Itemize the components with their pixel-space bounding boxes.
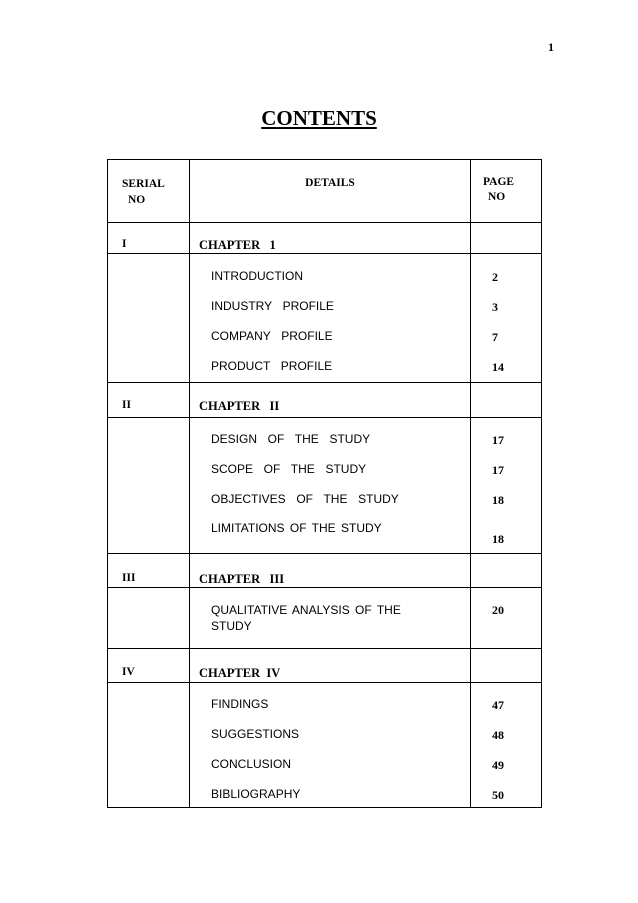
chapter-number: IV	[108, 649, 190, 683]
items-details-cell	[190, 683, 471, 808]
page-number: 1	[548, 40, 554, 54]
chapter-items-row	[108, 683, 542, 808]
page-no-header	[471, 160, 542, 223]
items-page-cell	[471, 254, 542, 383]
list-item-page: 18	[492, 532, 504, 546]
list-item-page: 49	[492, 758, 504, 772]
items-details-cell	[190, 418, 471, 554]
chapter-number: II	[108, 383, 190, 418]
list-item-label: DESIGN OF THE STUDY	[211, 432, 371, 446]
chapter-items-row	[108, 418, 542, 554]
items-page-cell	[471, 418, 542, 554]
page-header-line1: PAGE	[483, 176, 515, 188]
chapter-title: CHAPTER II	[190, 383, 471, 418]
list-item-page: 2	[492, 270, 498, 284]
list-item-page: 47	[492, 698, 504, 712]
chapter-title: CHAPTER IV	[190, 649, 471, 683]
chapter-row	[108, 554, 542, 588]
list-item-page: 17	[492, 463, 504, 477]
list-item-page: 17	[492, 433, 504, 447]
list-item-label: CONCLUSION	[211, 757, 292, 771]
chapter-page-cell	[471, 554, 542, 588]
list-item-label: SUGGESTIONS	[211, 727, 300, 741]
list-item-page: 18	[492, 493, 504, 507]
list-item-page: 50	[492, 788, 504, 802]
table-header-row	[108, 160, 542, 223]
list-item-page: 14	[492, 360, 504, 374]
serial-header-line1: SERIAL	[122, 178, 165, 190]
chapter-row	[108, 223, 542, 254]
items-serial-cell	[108, 254, 190, 383]
list-item-label: SCOPE OF THE STUDY	[211, 462, 367, 476]
items-details-cell	[190, 254, 471, 383]
list-item-label: COMPANY PROFILE	[211, 329, 333, 343]
list-item-label: QUALITATIVE ANALYSIS OF THE STUDY	[211, 603, 401, 633]
items-page-cell	[471, 683, 542, 808]
items-serial-cell	[108, 588, 190, 649]
items-details-cell	[190, 588, 471, 649]
items-serial-cell	[108, 683, 190, 808]
list-item-label: BIBLIOGRAPHY	[211, 787, 301, 801]
list-item-label: FINDINGS	[211, 697, 269, 711]
serial-no-header	[108, 160, 190, 223]
chapter-page-cell	[471, 383, 542, 418]
items-serial-cell	[108, 418, 190, 554]
chapter-page-cell	[471, 649, 542, 683]
chapter-title: CHAPTER 1	[190, 223, 471, 254]
contents-title: CONTENTS	[261, 106, 377, 130]
list-item-label: PRODUCT PROFILE	[211, 359, 333, 373]
chapter-title: CHAPTER III	[190, 554, 471, 588]
chapter-number: I	[108, 223, 190, 254]
list-item-label: LIMITATIONS OF THE STUDY	[211, 521, 382, 535]
list-item-label: OBJECTIVES OF THE STUDY	[211, 492, 399, 506]
chapter-number: III	[108, 554, 190, 588]
list-item-page: 3	[492, 300, 498, 314]
chapter-items-row	[108, 588, 542, 649]
chapter-page-cell	[471, 223, 542, 254]
items-page-cell	[471, 588, 542, 649]
list-item-label: INTRODUCTION	[211, 269, 303, 283]
list-item-page: 20	[492, 603, 504, 617]
contents-table	[107, 159, 542, 808]
details-header: DETAILS	[190, 160, 471, 223]
page-header-line2: NO	[488, 191, 506, 203]
chapter-row	[108, 383, 542, 418]
chapter-items-row	[108, 254, 542, 383]
list-item-label: INDUSTRY PROFILE	[211, 299, 334, 313]
list-item-page: 48	[492, 728, 504, 742]
chapter-row	[108, 649, 542, 683]
serial-header-line2: NO	[128, 194, 146, 206]
list-item-page: 7	[492, 330, 498, 344]
